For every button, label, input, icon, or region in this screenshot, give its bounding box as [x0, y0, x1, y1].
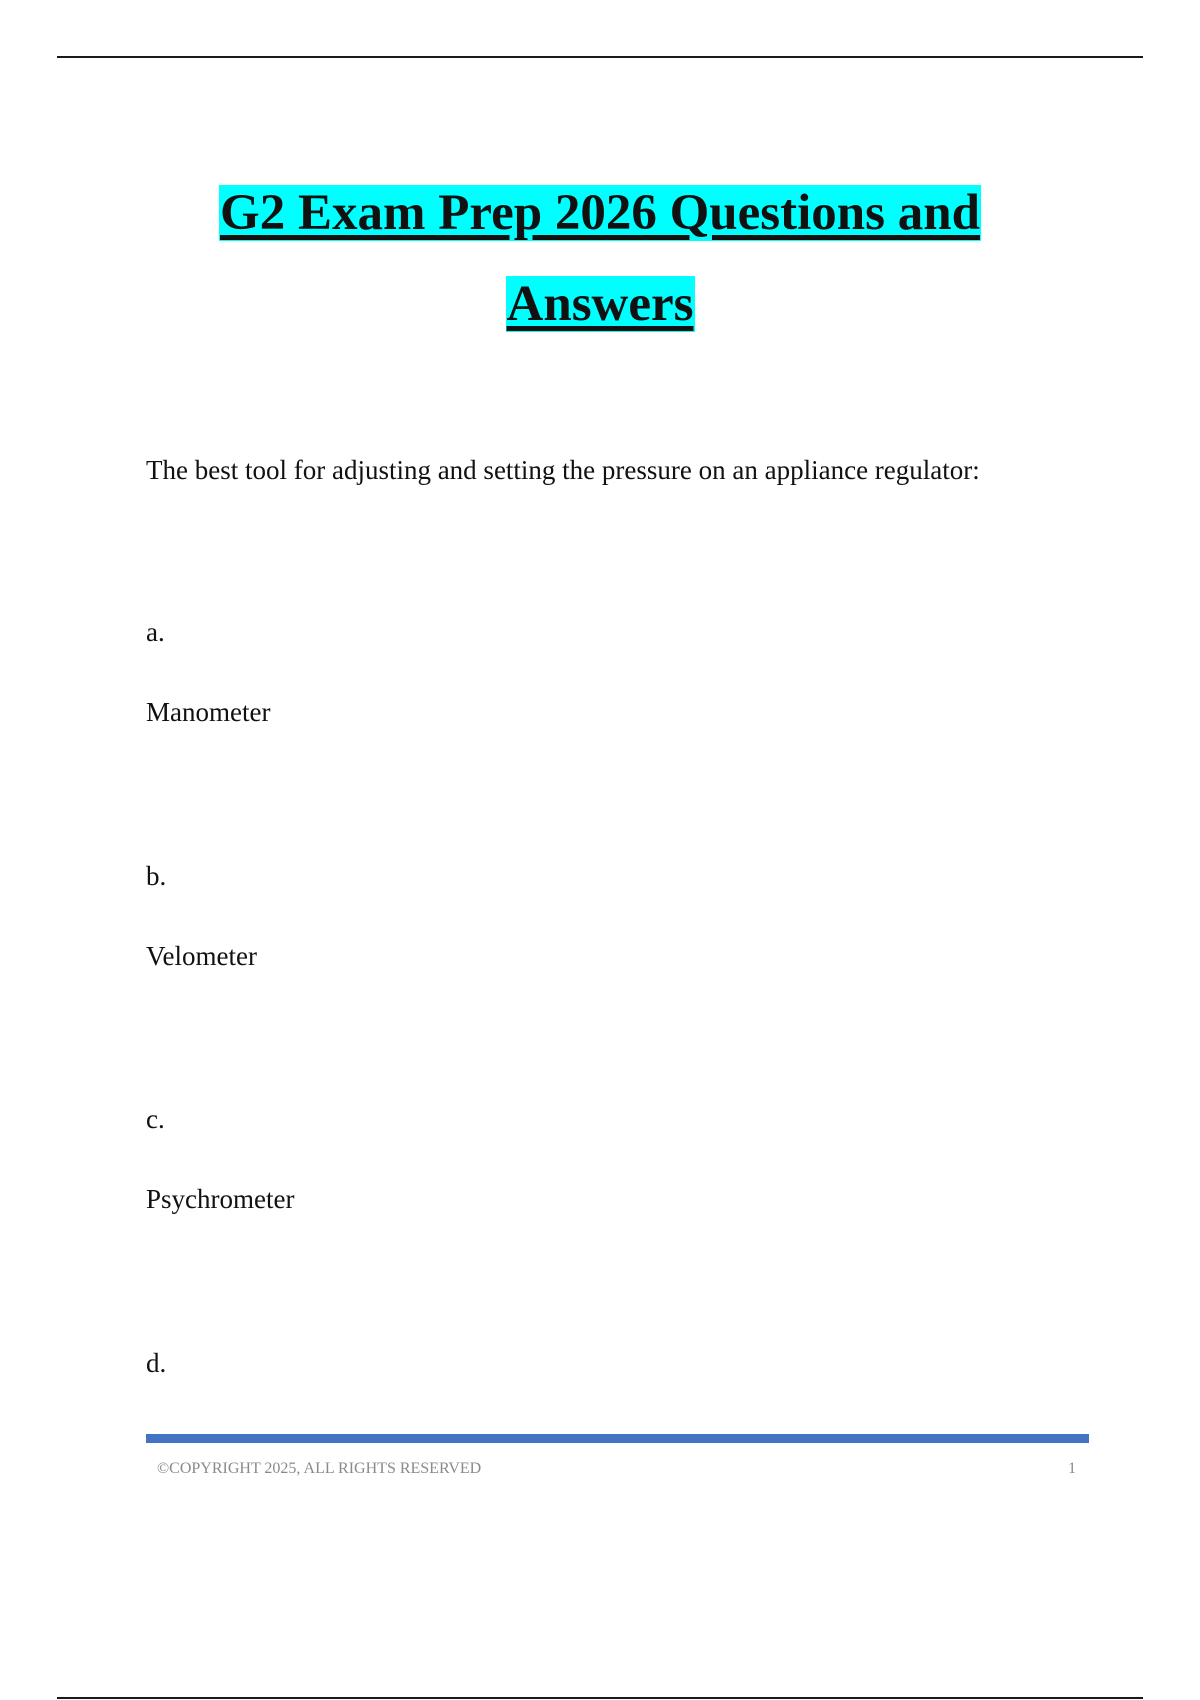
- option-b-text: Velometer: [146, 941, 257, 971]
- page-number: 1: [1068, 1460, 1076, 1477]
- bottom-rule: [57, 1697, 1143, 1699]
- option-a-letter: a.: [146, 617, 165, 647]
- footer-copyright: ©COPYRIGHT 2025, ALL RIGHTS RESERVED: [157, 1460, 482, 1477]
- option-b-letter: b.: [146, 861, 167, 891]
- top-rule: [57, 56, 1143, 58]
- footer-bar: [146, 1434, 1089, 1443]
- option-c-text: Psychrometer: [146, 1184, 295, 1214]
- document-title-line-2: [0, 274, 1200, 334]
- title-highlight: Answers: [506, 276, 694, 332]
- option-d-letter: d.: [146, 1348, 167, 1378]
- question-text: The best tool for adjusting and setting the pressure on an appliance regulator:: [146, 455, 980, 485]
- option-a-text: Manometer: [146, 697, 271, 727]
- document-title-line-1: [0, 183, 1200, 243]
- title-highlight: G2 Exam Prep 2026 Questions and: [220, 185, 980, 241]
- option-c-letter: c.: [146, 1104, 165, 1134]
